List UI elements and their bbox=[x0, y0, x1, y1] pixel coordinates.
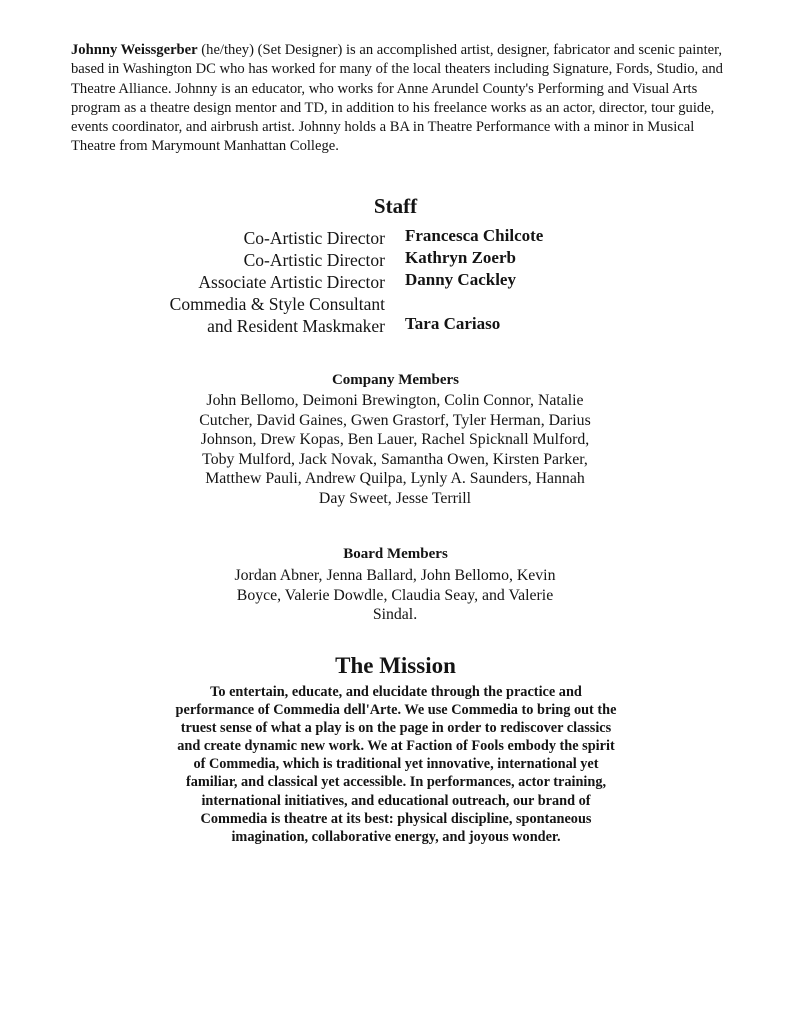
staff-row bbox=[0, 315, 791, 337]
staff-person: Danny Cackley bbox=[405, 270, 516, 289]
staff-role: Co-Artistic Director bbox=[243, 228, 385, 248]
staff-row bbox=[0, 227, 791, 249]
staff-person: Francesca Chilcote bbox=[405, 226, 544, 245]
staff-heading: Staff bbox=[373, 194, 418, 218]
bio-name: Johnny Weissgerber bbox=[71, 42, 198, 58]
company-members-list: John Bellomo, Deimoni Brewington, Colin Connor, Natalie Cutcher, David Gaines, Gwen Grastorf, Tyler Herman, Darius Johnson, Drew Kopas, Ben Lauer, Rachel Spicknall Mulford, Toby Mulford, Jack Novak, Samantha Owen, Kirsten Parker, Matthew Pauli, Andrew Quilpa, Lynly A. Saunders, Hannah Day Sweet, Jesse Terrill bbox=[199, 392, 591, 507]
designer-bio bbox=[71, 41, 731, 157]
company-members-heading: Company Members bbox=[331, 372, 460, 388]
mission-statement: To entertain, educate, and elucidate through the practice and performance of Commedia dell'Arte. We use Commedia to bring out the truest sense of what a play is on the page in order to rediscover classics and create dynamic new work. We at Faction of Fools embody the spirit of Commedia, which is traditional yet innovative, international yet familiar, and classical yet accessible. In performances, actor training, international initiatives, and educational outreach, our brand of Commedia is theatre at its best: physical discipline, spontaneous imagination, collaborative energy, and joyous wonder. bbox=[175, 684, 617, 845]
bio-text: (he/they) (Set Designer) is an accomplished artist, designer, fabricator and scenic painter, based in Washington DC who has worked for many of the local theaters including Signature, Fords, Studio, and Theatre Alliance. Johnny is an educator, who works for Anne Arundel County's Performing and Visual Arts program as a theatre design mentor and TD, in addition to his freelance works as an actor, director, tour guide, events coordinator, and airbrush artist. Johnny holds a BA in Theatre Performance with a minor in Musical Theatre from Marymount Manhattan College. bbox=[71, 42, 723, 155]
staff-row bbox=[0, 249, 791, 271]
staff-row bbox=[0, 293, 791, 315]
staff-table bbox=[0, 227, 791, 337]
staff-role: Co-Artistic Director bbox=[243, 250, 385, 270]
board-members-heading: Board Members bbox=[343, 546, 448, 562]
staff-row bbox=[0, 271, 791, 293]
mission-heading: The Mission bbox=[335, 653, 456, 678]
staff-person: Tara Cariaso bbox=[405, 314, 501, 333]
board-members-list: Jordan Abner, Jenna Ballard, John Bellomo, Kevin Boyce, Valerie Dowdle, Claudia Seay, and Valerie Sindal. bbox=[234, 567, 556, 623]
staff-role: Associate Artistic Director bbox=[198, 272, 385, 292]
staff-role: and Resident Maskmaker bbox=[207, 316, 385, 336]
staff-person: Kathryn Zoerb bbox=[405, 248, 516, 267]
staff-role: Commedia & Style Consultant bbox=[169, 294, 385, 314]
